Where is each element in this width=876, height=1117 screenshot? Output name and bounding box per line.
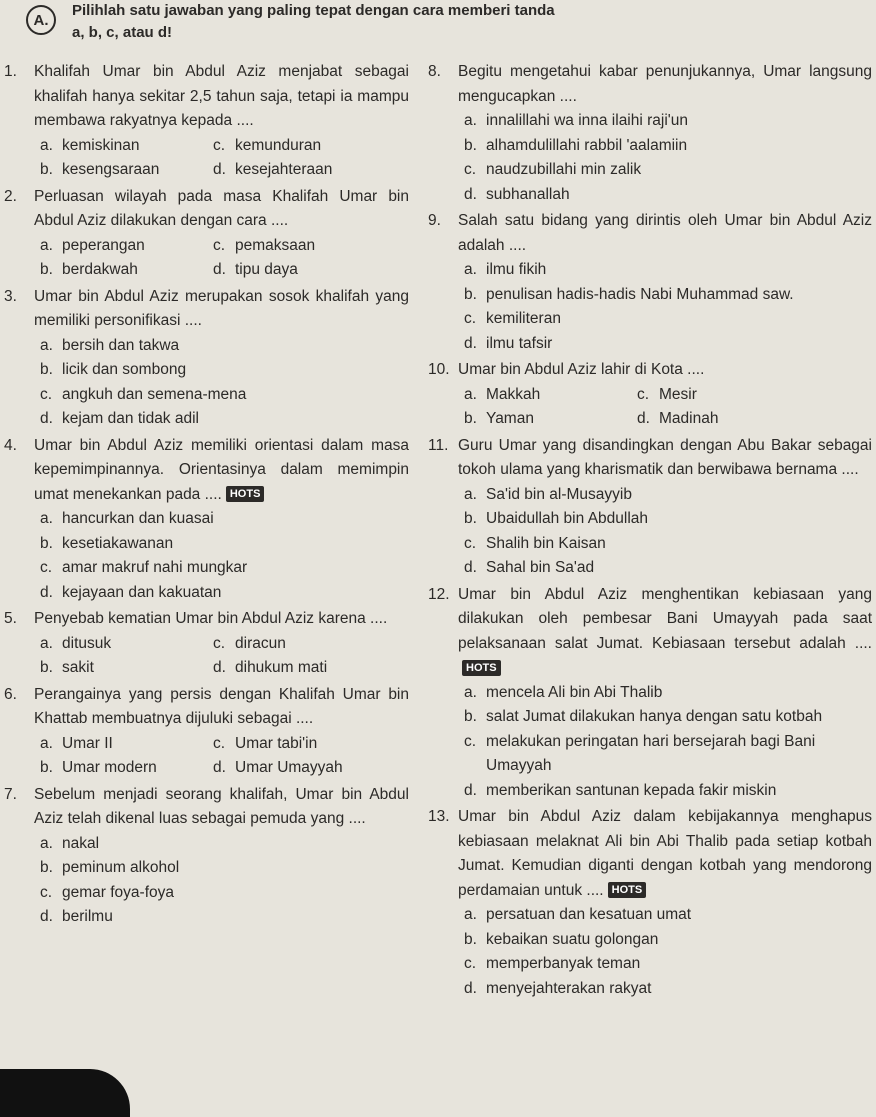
question-text: Sebelum menjadi seorang khalifah, Umar bin Abdul Aziz telah dikenal luas sebagai pemuda yang .... (34, 785, 409, 827)
option-b[interactable]: b. salat Jumat dilakukan hanya dengan satu kotbah (464, 708, 823, 725)
option-b[interactable]: b. berdakwah (40, 261, 138, 278)
option-c[interactable]: c. melakukan peringatan hari bersejarah bagi Bani Umayyah (464, 732, 816, 774)
option-d[interactable]: d. Madinah (637, 410, 719, 427)
option-a[interactable]: a. Makkah (464, 385, 541, 403)
option-c[interactable]: c. kemunduran (213, 136, 322, 154)
section-badge: A. (26, 5, 56, 35)
question-number: 5. (4, 610, 17, 627)
option-d[interactable]: d. memberikan santunan kepada fakir miskin (464, 781, 777, 799)
question-number: 3. (4, 287, 17, 305)
option-b[interactable]: b. sakit (40, 659, 94, 676)
option-c[interactable]: c. kemiliteran (464, 310, 561, 327)
option-a[interactable]: a. hancurkan dan kuasai (40, 510, 214, 527)
question-text: Penyebab kematian Umar bin Abdul Aziz karena .... (34, 610, 388, 627)
hots-badge: HOTS (226, 486, 265, 502)
question-number: 7. (4, 785, 17, 803)
option-a[interactable]: a. mencela Ali bin Abi Thalib (464, 683, 663, 701)
question-number: 12. (428, 585, 450, 603)
option-c[interactable]: c. Umar tabi'in (213, 734, 318, 752)
option-d[interactable]: d. dihukum mati (213, 659, 328, 676)
question-number: 9. (428, 212, 441, 229)
option-a[interactable]: a. ilmu fikih (464, 261, 547, 278)
option-a[interactable]: a. Sa'id bin al-Musayyib (464, 485, 632, 503)
option-a[interactable]: a. kemiskinan (40, 136, 140, 154)
option-d[interactable]: d. ilmu tafsir (464, 334, 553, 352)
option-b[interactable]: b. penulisan hadis-hadis Nabi Muhammad saw. (464, 285, 794, 303)
instruction-line-2: a, b, c, atau d! (72, 24, 173, 41)
question-text: Umar bin Abdul Aziz menghentikan kebiasaan yang dilakukan oleh pembesar Bani Umayyah pada saat pelaksanaan salat Jumat. Kebiasaan tersebut adalah ....HOTS (458, 585, 872, 674)
option-c[interactable]: c. amar makruf nahi mungkar (40, 559, 248, 576)
option-a[interactable]: a. nakal (40, 834, 100, 852)
question-7 (4, 783, 409, 930)
option-d[interactable]: d. kejam dan tidak adil (40, 410, 199, 427)
question-text: Guru Umar yang disandingkan dengan Abu Bakar sebagai tokoh ulama yang kharismatik dan berwibawa bernama .... (458, 436, 872, 478)
instruction-text (72, 0, 555, 44)
question-8 (428, 60, 872, 207)
question-6 (4, 683, 409, 781)
option-d[interactable]: d. tipu daya (213, 261, 298, 278)
option-d[interactable]: d. subhanallah (464, 185, 570, 203)
instruction-header (0, 0, 876, 50)
question-text: Perluasan wilayah pada masa Khalifah Umar bin Abdul Aziz dilakukan dengan cara .... (34, 187, 409, 229)
option-c[interactable]: c. Shalih bin Kaisan (464, 534, 606, 552)
option-d[interactable]: d. kejayaan dan kakuatan (40, 583, 222, 601)
photo-shadow (0, 1069, 130, 1117)
option-b[interactable]: b. kesetiakawanan (40, 534, 174, 552)
option-a[interactable]: a. peperangan (40, 236, 145, 254)
option-a[interactable]: a. Umar II (40, 734, 113, 752)
question-11 (428, 434, 872, 581)
option-d[interactable]: d. menyejahterakan rakyat (464, 979, 652, 997)
question-text: Umar bin Abdul Aziz lahir di Kota .... (458, 361, 705, 378)
option-b[interactable]: b. alhamdulillahi rabbil 'aalamiin (464, 136, 688, 154)
option-d[interactable]: d. kesejahteraan (213, 161, 333, 178)
option-c[interactable]: c. diracun (213, 634, 286, 652)
question-2 (4, 185, 409, 283)
question-12 (428, 583, 872, 804)
question-13 (428, 805, 872, 1001)
question-10 (428, 358, 872, 432)
option-c[interactable]: c. memperbanyak teman (464, 955, 641, 972)
question-3 (4, 285, 409, 432)
option-b[interactable]: b. kebaikan suatu golongan (464, 930, 659, 948)
option-b[interactable]: b. Yaman (464, 410, 534, 427)
question-text: Umar bin Abdul Aziz dalam kebijakannya menghapus kebiasaan melaknat Ali bin Abi Thalib pada setiap kotbah Jumat. Kemudian diganti dengan kotbah yang mendorong perdamaian untuk .... HOTS (458, 808, 872, 899)
left-column (4, 60, 409, 932)
option-b[interactable]: b. Umar modern (40, 759, 157, 776)
option-b[interactable]: b. peminum alkohol (40, 859, 180, 876)
option-b[interactable]: b. kesengsaraan (40, 161, 160, 178)
instruction-line-1: Pilihlah satu jawaban yang paling tepat dengan cara memberi tanda (72, 2, 555, 19)
question-number: 6. (4, 685, 17, 703)
option-b[interactable]: b. Ubaidullah bin Abdullah (464, 510, 649, 527)
question-number: 13. (428, 808, 450, 825)
option-a[interactable]: a. bersih dan takwa (40, 336, 180, 354)
option-c[interactable]: c. angkuh dan semena-mena (40, 385, 247, 403)
option-c[interactable]: c. Mesir (637, 385, 697, 403)
right-column (428, 60, 872, 1003)
question-4 (4, 434, 409, 606)
question-5 (4, 607, 409, 681)
question-number: 11. (428, 436, 449, 454)
option-c[interactable]: c. pemaksaan (213, 236, 316, 254)
question-number: 10. (428, 361, 450, 378)
question-number: 4. (4, 436, 17, 454)
question-text: Khalifah Umar bin Abdul Aziz menjabat sebagai khalifah hanya sekitar 2,5 tahun saja, tetapi ia mampu membawa rakyatnya kepada .... (34, 63, 409, 129)
question-number: 1. (4, 63, 17, 80)
hots-badge: HOTS (462, 660, 501, 676)
option-a[interactable]: a. ditusuk (40, 634, 112, 652)
option-c[interactable]: c. naudzubillahi min zalik (464, 161, 642, 178)
question-1 (4, 60, 409, 183)
question-text: Salah satu bidang yang dirintis oleh Umar bin Abdul Aziz adalah .... (458, 212, 872, 254)
question-text: Umar bin Abdul Aziz merupakan sosok khalifah yang memiliki personifikasi .... (34, 287, 409, 329)
question-number: 8. (428, 63, 441, 80)
option-d[interactable]: d. Umar Umayyah (213, 759, 343, 776)
question-9 (428, 209, 872, 356)
option-d[interactable]: d. Sahal bin Sa'ad (464, 559, 595, 576)
question-text: Begitu mengetahui kabar penunjukannya, Umar langsung mengucapkan .... (458, 63, 872, 105)
option-b[interactable]: b. licik dan sombong (40, 361, 187, 378)
question-text: Umar bin Abdul Aziz memiliki orientasi dalam masa kepemimpinannya. Orientasinya dalam memimpin umat menekankan pada .... HOTS (34, 436, 409, 503)
option-c[interactable]: c. gemar foya-foya (40, 883, 174, 901)
option-a[interactable]: a. innalillahi wa inna ilaihi raji'un (464, 112, 688, 129)
question-number: 2. (4, 187, 17, 205)
option-d[interactable]: d. berilmu (40, 908, 113, 925)
option-a[interactable]: a. persatuan dan kesatuan umat (464, 906, 692, 923)
hots-badge: HOTS (608, 882, 647, 898)
question-text: Perangainya yang persis dengan Khalifah Umar bin Khattab membuatnya dijuluki sebagai .... (34, 685, 409, 727)
